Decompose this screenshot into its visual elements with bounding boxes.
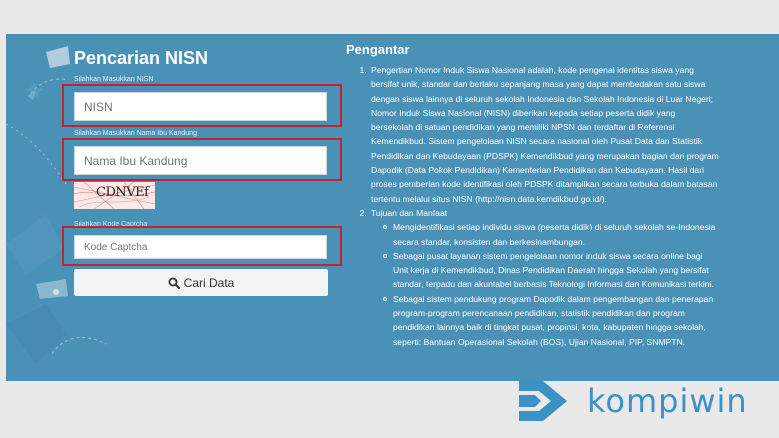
kompiwin-brand-text: kompiwin	[587, 382, 748, 420]
kompiwin-logo-icon	[515, 377, 577, 425]
search-button[interactable]	[74, 269, 328, 296]
form-title: Pencarian NISN	[74, 48, 209, 68]
benefit-item-2: Sebagai pusat layanan sistem pengelolaan nomor induk siswa secara online bagi Unit kerja di Kemendikbud, Dinas Pendidikan Daerah hingga Sekolah yang bersifat standar, terpadu dan akuntabel berbasis Teknologi Informasi dan Komunikasi terkini.	[393, 249, 719, 292]
mother-name-placeholder: Nama Ibu Kandung	[84, 153, 188, 168]
benefit-item-1: Mengidentifikasi setiap individu siswa (peserta didik) di seluruh sekolah se-Indonesia secara standar, konsisten dan berkesinambungan.	[393, 220, 719, 249]
nisn-input[interactable]	[74, 92, 327, 121]
captcha-text: CDNVEf	[96, 185, 149, 200]
search-icon	[168, 277, 180, 289]
nisn-page-panel	[6, 34, 779, 381]
intro-content	[359, 63, 719, 349]
captcha-image	[74, 182, 155, 209]
intro-item-2-text: Tujuan dan Manfaat	[371, 207, 448, 218]
intro-item-2	[369, 206, 719, 349]
nisn-label: Silahkan Masukkan NISN	[74, 76, 154, 83]
mother-name-label: Silahkan Masukkan Nama Ibu Kandung	[74, 130, 197, 137]
benefit-item-3: Sebagai sistem pendukung program Dapodik dalam pengembangan dan penerapan program-program perencanaan pendidikan, statistik pendidikan dan program pendidikan lainnya baik di tingkat pusat, propinsi, kota, kabupaten hingga sekolah, seperti: Bantuan Operasional Sekolah (BOS), Ujian Nasional, PIP, SNMPTN.	[393, 292, 719, 349]
captcha-input[interactable]	[74, 235, 327, 259]
intro-item-1-text: Pengertian Nomor Induk Siswa Nasional adalah, kode pengenal identitas siswa yang bersifat unik, standar dan berlaku sepanjang masa yang dapat membedakan satu siswa dengan siswa lainnya di seluruh sekolah Indonesia dan Sekolah Indonesia di Luar Negeri; Nomor Induk Siswa Nasional (NISN) diberikan kepada setiap peserta didik yang bersekolah di satuan pendidikan yang memiliki NPSN dan terdaftar di Referensi Kemendikbud. Sistem pengelolaan NISN secara nasional oleh Pusat Data dan Statistik Pendidikan dan Kebudayaan (PDSPK) Kemendikbud yang merupakan bagian dari program Dapodik (Data Pokok Pendidikan) Kementerian Pendidikan dan Kebudayaan. Hasil dari proses pemberian kode identifikasi oleh PDSPK ditampilkan secara terbuka dalam batasan tertentu melalui situs NISN (http://nisn.data.kemdikbud.go.id/).	[371, 65, 719, 204]
mother-name-input[interactable]	[74, 146, 327, 175]
captcha-label: Silahkan Kode Captcha	[74, 221, 148, 228]
intro-item-1	[369, 63, 719, 206]
kompiwin-watermark	[515, 377, 748, 425]
intro-heading: Pengantar	[346, 42, 410, 57]
captcha-placeholder: Kode Captcha	[84, 241, 148, 253]
nisn-placeholder: NISN	[84, 99, 113, 114]
search-button-label: Cari Data	[183, 275, 235, 290]
